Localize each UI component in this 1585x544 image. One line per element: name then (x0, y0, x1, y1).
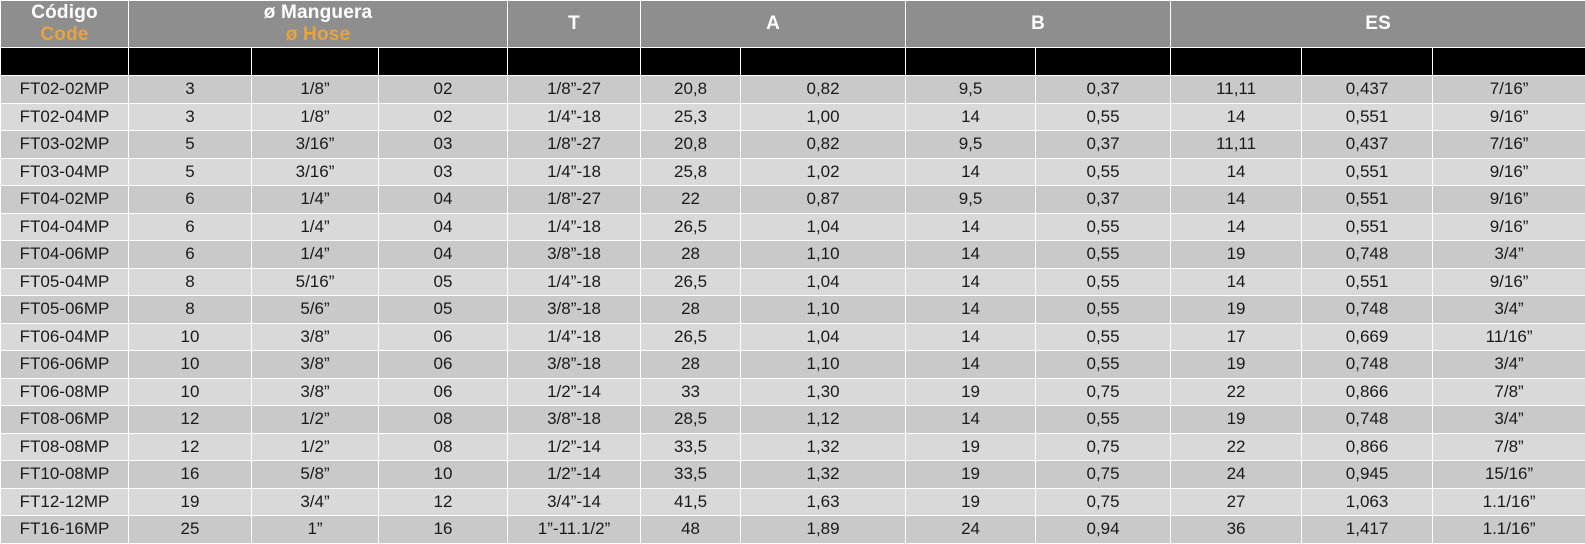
cell-a-in: 1,32 (741, 461, 906, 489)
cell-hose-mm: 10 (129, 323, 252, 351)
cell-es-mm: 22 (1171, 378, 1302, 406)
cell-code: FT04-02MP (1, 186, 129, 214)
table-body (1, 76, 1585, 544)
cell-b-mm: 9,5 (906, 186, 1036, 214)
cell-code: FT16-16MP (1, 516, 129, 544)
cell-es-mm: 19 (1171, 241, 1302, 269)
cell-hose-dash: 04 (379, 186, 508, 214)
cell-a-mm: 28 (641, 241, 741, 269)
cell-es-frac: 7/8” (1433, 433, 1585, 461)
cell-b-mm: 14 (906, 241, 1036, 269)
table-row (1, 268, 1585, 296)
cell-a-in: 1,04 (741, 268, 906, 296)
cell-b-mm: 14 (906, 213, 1036, 241)
table-row (1, 378, 1585, 406)
cell-es-frac: 7/16” (1433, 76, 1585, 104)
cell-a-mm: 26,5 (641, 268, 741, 296)
header-hose-en: ø Hose (129, 24, 507, 46)
cell-code: FT08-08MP (1, 433, 129, 461)
cell-code: FT05-04MP (1, 268, 129, 296)
table-row (1, 323, 1585, 351)
cell-a-in: 1,10 (741, 241, 906, 269)
cell-es-in: 0,866 (1302, 433, 1433, 461)
cell-b-in: 0,37 (1036, 76, 1171, 104)
cell-t: 1/4”-18 (508, 158, 641, 186)
cell-b-mm: 14 (906, 268, 1036, 296)
cell-a-mm: 25,8 (641, 158, 741, 186)
cell-es-frac: 7/16” (1433, 131, 1585, 159)
cell-a-in: 1,89 (741, 516, 906, 544)
cell-b-mm: 14 (906, 296, 1036, 324)
cell-hose-dash: 03 (379, 158, 508, 186)
cell-es-mm: 24 (1171, 461, 1302, 489)
cell-es-frac: 7/8” (1433, 378, 1585, 406)
cell-t: 1”-11.1/2” (508, 516, 641, 544)
cell-b-in: 0,55 (1036, 406, 1171, 434)
cell-b-mm: 19 (906, 433, 1036, 461)
cell-a-in: 1,00 (741, 103, 906, 131)
cell-a-in: 1,04 (741, 323, 906, 351)
cell-a-mm: 25,3 (641, 103, 741, 131)
divider-cell (906, 48, 1036, 76)
cell-b-in: 0,75 (1036, 488, 1171, 516)
table-row (1, 103, 1585, 131)
cell-es-frac: 3/4” (1433, 296, 1585, 324)
cell-es-frac: 3/4” (1433, 241, 1585, 269)
cell-es-frac: 9/16” (1433, 186, 1585, 214)
table-row (1, 213, 1585, 241)
table-row (1, 131, 1585, 159)
cell-es-in: 0,748 (1302, 296, 1433, 324)
cell-hose-dash: 04 (379, 213, 508, 241)
cell-t: 1/4”-18 (508, 103, 641, 131)
cell-a-mm: 22 (641, 186, 741, 214)
cell-hose-dash: 03 (379, 131, 508, 159)
cell-hose-in: 5/8” (252, 461, 379, 489)
divider-cell (1171, 48, 1302, 76)
table-row (1, 76, 1585, 104)
cell-a-mm: 26,5 (641, 213, 741, 241)
cell-code: FT06-06MP (1, 351, 129, 379)
cell-hose-dash: 02 (379, 103, 508, 131)
cell-b-mm: 14 (906, 323, 1036, 351)
cell-hose-dash: 08 (379, 433, 508, 461)
cell-code: FT06-04MP (1, 323, 129, 351)
cell-t: 3/8”-18 (508, 241, 641, 269)
cell-a-mm: 33 (641, 378, 741, 406)
cell-a-in: 0,87 (741, 186, 906, 214)
cell-hose-in: 3/16” (252, 158, 379, 186)
cell-es-in: 0,669 (1302, 323, 1433, 351)
cell-es-in: 0,437 (1302, 131, 1433, 159)
cell-b-in: 0,55 (1036, 268, 1171, 296)
cell-hose-mm: 3 (129, 76, 252, 104)
header-a: A (641, 1, 906, 48)
cell-a-in: 1,32 (741, 433, 906, 461)
cell-hose-mm: 5 (129, 131, 252, 159)
cell-t: 3/8”-18 (508, 406, 641, 434)
cell-es-mm: 14 (1171, 103, 1302, 131)
cell-b-mm: 14 (906, 406, 1036, 434)
cell-code: FT02-04MP (1, 103, 129, 131)
header-es: ES (1171, 1, 1585, 48)
cell-t: 1/2”-14 (508, 433, 641, 461)
cell-hose-mm: 12 (129, 406, 252, 434)
cell-es-mm: 11,11 (1171, 76, 1302, 104)
table-row (1, 351, 1585, 379)
cell-hose-in: 3/8” (252, 351, 379, 379)
header-code-en: Code (1, 24, 128, 46)
cell-code: FT06-08MP (1, 378, 129, 406)
divider-cell (641, 48, 741, 76)
divider-cell (379, 48, 508, 76)
cell-hose-mm: 6 (129, 213, 252, 241)
cell-es-frac: 3/4” (1433, 351, 1585, 379)
cell-hose-mm: 12 (129, 433, 252, 461)
table-row (1, 406, 1585, 434)
cell-hose-mm: 8 (129, 268, 252, 296)
cell-hose-mm: 10 (129, 351, 252, 379)
cell-b-in: 0,75 (1036, 461, 1171, 489)
divider-cell (741, 48, 906, 76)
header-code (1, 1, 129, 48)
cell-code: FT12-12MP (1, 488, 129, 516)
cell-es-in: 0,945 (1302, 461, 1433, 489)
cell-es-in: 0,551 (1302, 103, 1433, 131)
cell-es-mm: 11,11 (1171, 131, 1302, 159)
cell-es-in: 0,748 (1302, 351, 1433, 379)
cell-hose-mm: 5 (129, 158, 252, 186)
cell-b-in: 0,55 (1036, 213, 1171, 241)
table-row (1, 186, 1585, 214)
cell-hose-in: 3/8” (252, 323, 379, 351)
cell-es-in: 0,551 (1302, 186, 1433, 214)
cell-hose-mm: 16 (129, 461, 252, 489)
cell-a-in: 1,12 (741, 406, 906, 434)
cell-hose-in: 1/8” (252, 103, 379, 131)
cell-t: 1/2”-14 (508, 378, 641, 406)
cell-a-mm: 26,5 (641, 323, 741, 351)
header-divider-row (1, 48, 1585, 76)
cell-t: 1/8”-27 (508, 76, 641, 104)
cell-code: FT04-04MP (1, 213, 129, 241)
cell-a-mm: 48 (641, 516, 741, 544)
cell-code: FT02-02MP (1, 76, 129, 104)
header-group-row (1, 1, 1585, 48)
cell-a-mm: 20,8 (641, 131, 741, 159)
cell-es-in: 0,551 (1302, 158, 1433, 186)
cell-a-mm: 41,5 (641, 488, 741, 516)
cell-hose-mm: 8 (129, 296, 252, 324)
cell-hose-mm: 6 (129, 241, 252, 269)
header-t: T (508, 1, 641, 48)
cell-hose-in: 1” (252, 516, 379, 544)
cell-es-in: 0,748 (1302, 241, 1433, 269)
cell-es-mm: 19 (1171, 351, 1302, 379)
cell-t: 3/4”-14 (508, 488, 641, 516)
cell-a-in: 1,10 (741, 351, 906, 379)
cell-hose-in: 1/4” (252, 213, 379, 241)
cell-b-mm: 9,5 (906, 76, 1036, 104)
cell-b-mm: 24 (906, 516, 1036, 544)
divider-cell (1302, 48, 1433, 76)
cell-a-in: 0,82 (741, 76, 906, 104)
cell-a-in: 1,30 (741, 378, 906, 406)
cell-b-in: 0,37 (1036, 186, 1171, 214)
header-code-es: Código (1, 2, 128, 24)
cell-t: 3/8”-18 (508, 296, 641, 324)
divider-cell (252, 48, 379, 76)
cell-a-in: 0,82 (741, 131, 906, 159)
cell-code: FT08-06MP (1, 406, 129, 434)
cell-es-in: 0,748 (1302, 406, 1433, 434)
cell-hose-dash: 06 (379, 351, 508, 379)
cell-hose-dash: 06 (379, 378, 508, 406)
cell-hose-in: 3/4” (252, 488, 379, 516)
cell-hose-mm: 3 (129, 103, 252, 131)
cell-a-mm: 28 (641, 296, 741, 324)
header-hose-es: ø Manguera (129, 2, 507, 24)
cell-es-in: 1,417 (1302, 516, 1433, 544)
cell-a-mm: 28,5 (641, 406, 741, 434)
cell-es-frac: 9/16” (1433, 103, 1585, 131)
cell-es-mm: 14 (1171, 186, 1302, 214)
cell-a-mm: 33,5 (641, 433, 741, 461)
cell-hose-in: 3/16” (252, 131, 379, 159)
cell-b-mm: 19 (906, 378, 1036, 406)
cell-es-frac: 1.1/16” (1433, 516, 1585, 544)
cell-es-mm: 17 (1171, 323, 1302, 351)
cell-es-in: 0,551 (1302, 213, 1433, 241)
cell-hose-in: 1/4” (252, 186, 379, 214)
cell-hose-in: 5/16” (252, 268, 379, 296)
cell-es-mm: 22 (1171, 433, 1302, 461)
table-row (1, 296, 1585, 324)
cell-t: 1/8”-27 (508, 131, 641, 159)
cell-t: 1/4”-18 (508, 213, 641, 241)
cell-hose-in: 1/4” (252, 241, 379, 269)
divider-cell (129, 48, 252, 76)
cell-b-mm: 19 (906, 461, 1036, 489)
table-row (1, 158, 1585, 186)
cell-b-in: 0,55 (1036, 158, 1171, 186)
cell-a-mm: 28 (641, 351, 741, 379)
table-header (1, 1, 1585, 76)
cell-a-mm: 20,8 (641, 76, 741, 104)
cell-hose-dash: 12 (379, 488, 508, 516)
cell-hose-in: 5/6” (252, 296, 379, 324)
divider-cell (1036, 48, 1171, 76)
cell-a-in: 1,10 (741, 296, 906, 324)
cell-b-in: 0,55 (1036, 103, 1171, 131)
cell-t: 1/4”-18 (508, 268, 641, 296)
cell-es-frac: 1.1/16” (1433, 488, 1585, 516)
cell-es-mm: 27 (1171, 488, 1302, 516)
cell-es-mm: 19 (1171, 406, 1302, 434)
cell-hose-dash: 08 (379, 406, 508, 434)
cell-es-frac: 11/16” (1433, 323, 1585, 351)
cell-b-in: 0,55 (1036, 296, 1171, 324)
cell-a-mm: 33,5 (641, 461, 741, 489)
cell-es-frac: 9/16” (1433, 158, 1585, 186)
cell-hose-in: 1/2” (252, 406, 379, 434)
cell-hose-mm: 6 (129, 186, 252, 214)
cell-hose-dash: 06 (379, 323, 508, 351)
cell-hose-dash: 05 (379, 296, 508, 324)
cell-es-mm: 14 (1171, 213, 1302, 241)
cell-hose-dash: 04 (379, 241, 508, 269)
cell-a-in: 1,04 (741, 213, 906, 241)
cell-hose-dash: 02 (379, 76, 508, 104)
divider-cell (508, 48, 641, 76)
cell-b-mm: 14 (906, 158, 1036, 186)
table-row (1, 516, 1585, 544)
divider-cell (1433, 48, 1585, 76)
cell-b-mm: 9,5 (906, 131, 1036, 159)
table-row (1, 488, 1585, 516)
cell-es-mm: 14 (1171, 268, 1302, 296)
cell-b-mm: 19 (906, 488, 1036, 516)
cell-t: 1/8”-27 (508, 186, 641, 214)
cell-a-in: 1,63 (741, 488, 906, 516)
cell-hose-in: 1/2” (252, 433, 379, 461)
cell-b-in: 0,55 (1036, 241, 1171, 269)
cell-hose-dash: 05 (379, 268, 508, 296)
cell-code: FT10-08MP (1, 461, 129, 489)
cell-es-in: 0,437 (1302, 76, 1433, 104)
cell-t: 1/2”-14 (508, 461, 641, 489)
cell-es-mm: 19 (1171, 296, 1302, 324)
cell-b-in: 0,75 (1036, 378, 1171, 406)
cell-a-in: 1,02 (741, 158, 906, 186)
cell-hose-mm: 19 (129, 488, 252, 516)
cell-t: 3/8”-18 (508, 351, 641, 379)
cell-hose-in: 3/8” (252, 378, 379, 406)
cell-b-in: 0,37 (1036, 131, 1171, 159)
cell-es-frac: 9/16” (1433, 268, 1585, 296)
cell-es-frac: 9/16” (1433, 213, 1585, 241)
cell-b-in: 0,75 (1036, 433, 1171, 461)
cell-hose-in: 1/8” (252, 76, 379, 104)
cell-t: 1/4”-18 (508, 323, 641, 351)
cell-es-in: 0,551 (1302, 268, 1433, 296)
divider-cell (1, 48, 129, 76)
header-b: B (906, 1, 1171, 48)
table-row (1, 461, 1585, 489)
cell-b-mm: 14 (906, 103, 1036, 131)
table-row (1, 433, 1585, 461)
cell-es-frac: 15/16” (1433, 461, 1585, 489)
cell-es-mm: 14 (1171, 158, 1302, 186)
cell-b-in: 0,55 (1036, 351, 1171, 379)
cell-hose-dash: 10 (379, 461, 508, 489)
cell-b-in: 0,94 (1036, 516, 1171, 544)
cell-es-mm: 36 (1171, 516, 1302, 544)
header-hose (129, 1, 508, 48)
cell-code: FT03-02MP (1, 131, 129, 159)
table-row (1, 241, 1585, 269)
cell-code: FT03-04MP (1, 158, 129, 186)
cell-hose-mm: 10 (129, 378, 252, 406)
cell-b-mm: 14 (906, 351, 1036, 379)
cell-hose-dash: 16 (379, 516, 508, 544)
cell-hose-mm: 25 (129, 516, 252, 544)
cell-code: FT05-06MP (1, 296, 129, 324)
cell-es-in: 0,866 (1302, 378, 1433, 406)
cell-b-in: 0,55 (1036, 323, 1171, 351)
cell-es-frac: 3/4” (1433, 406, 1585, 434)
cell-code: FT04-06MP (1, 241, 129, 269)
cell-es-in: 1,063 (1302, 488, 1433, 516)
